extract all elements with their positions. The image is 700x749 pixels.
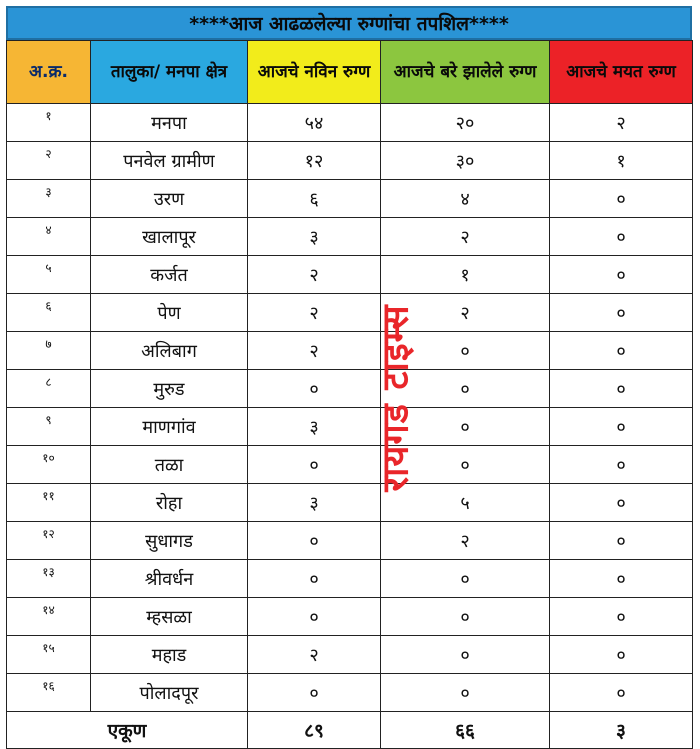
- header-taluka: तालुका/ मनपा क्षेत्र: [91, 41, 248, 104]
- cell-sr: ४: [7, 218, 91, 256]
- patients-table: [6, 40, 693, 749]
- cell-taluka: खालापूर: [91, 218, 248, 256]
- table-row: [7, 256, 693, 294]
- cell-taluka: पेण: [91, 294, 248, 332]
- cell-new: ६: [248, 180, 381, 218]
- table-row: [7, 522, 693, 560]
- header-deaths: आजचे मयत रुग्ण: [550, 41, 693, 104]
- total-recovered: ६६: [381, 712, 550, 749]
- cell-taluka: सुधागड: [91, 522, 248, 560]
- cell-taluka: श्रीवर्धन: [91, 560, 248, 598]
- table-row: [7, 674, 693, 712]
- cell-recovered: ०: [381, 370, 550, 408]
- cell-new: ०: [248, 370, 381, 408]
- table-row: [7, 104, 693, 142]
- cell-taluka: माणगांव: [91, 408, 248, 446]
- table-row: [7, 332, 693, 370]
- cell-deaths: ०: [550, 674, 693, 712]
- cell-taluka: कर्जत: [91, 256, 248, 294]
- cell-recovered: २: [381, 294, 550, 332]
- table-row: [7, 560, 693, 598]
- cell-recovered: १: [381, 256, 550, 294]
- cell-taluka: उरण: [91, 180, 248, 218]
- cell-recovered: ४: [381, 180, 550, 218]
- cell-new: ०: [248, 522, 381, 560]
- total-new: ८९: [248, 712, 381, 749]
- table-title: ****आज आढळलेल्या रुग्णांचा तपशिल****: [6, 6, 692, 40]
- total-deaths: ३: [550, 712, 693, 749]
- cell-recovered: ०: [381, 446, 550, 484]
- cell-deaths: ०: [550, 446, 693, 484]
- cell-recovered: ०: [381, 636, 550, 674]
- cell-taluka: रोहा: [91, 484, 248, 522]
- cell-taluka: पनवेल ग्रामीण: [91, 142, 248, 180]
- cell-new: ०: [248, 560, 381, 598]
- cell-recovered: २०: [381, 104, 550, 142]
- cell-recovered: २: [381, 522, 550, 560]
- cell-sr: ६: [7, 294, 91, 332]
- cell-sr: ११: [7, 484, 91, 522]
- cell-deaths: ०: [550, 636, 693, 674]
- table-row: [7, 484, 693, 522]
- cell-sr: ९: [7, 408, 91, 446]
- cell-new: १२: [248, 142, 381, 180]
- cell-deaths: ०: [550, 408, 693, 446]
- cell-new: ०: [248, 674, 381, 712]
- table-row: [7, 408, 693, 446]
- report-table-container: [6, 6, 692, 749]
- cell-recovered: ३०: [381, 142, 550, 180]
- table-row: [7, 294, 693, 332]
- cell-sr: २: [7, 142, 91, 180]
- cell-deaths: ०: [550, 256, 693, 294]
- cell-taluka: म्हसळा: [91, 598, 248, 636]
- cell-recovered: ०: [381, 598, 550, 636]
- cell-deaths: ०: [550, 218, 693, 256]
- cell-deaths: २: [550, 104, 693, 142]
- cell-taluka: मनपा: [91, 104, 248, 142]
- cell-new: ३: [248, 218, 381, 256]
- cell-sr: १६: [7, 674, 91, 712]
- cell-new: २: [248, 256, 381, 294]
- table-row: [7, 142, 693, 180]
- cell-deaths: ०: [550, 180, 693, 218]
- cell-new: ५४: [248, 104, 381, 142]
- cell-new: ०: [248, 598, 381, 636]
- cell-deaths: ०: [550, 522, 693, 560]
- table-row: [7, 636, 693, 674]
- table-row: [7, 446, 693, 484]
- cell-deaths: ०: [550, 294, 693, 332]
- cell-sr: ५: [7, 256, 91, 294]
- cell-sr: १४: [7, 598, 91, 636]
- cell-recovered: ०: [381, 332, 550, 370]
- cell-deaths: ०: [550, 598, 693, 636]
- cell-sr: ७: [7, 332, 91, 370]
- cell-taluka: तळा: [91, 446, 248, 484]
- cell-recovered: ५: [381, 484, 550, 522]
- cell-deaths: ०: [550, 332, 693, 370]
- cell-sr: १: [7, 104, 91, 142]
- table-row: [7, 598, 693, 636]
- header-sr: अ.क्र.: [7, 41, 91, 104]
- cell-taluka: पोलादपूर: [91, 674, 248, 712]
- cell-sr: ३: [7, 180, 91, 218]
- cell-recovered: ०: [381, 560, 550, 598]
- cell-sr: १३: [7, 560, 91, 598]
- total-label: एकूण: [7, 712, 248, 749]
- header-recovered: आजचे बरे झालेले रुग्ण: [381, 41, 550, 104]
- cell-recovered: ०: [381, 408, 550, 446]
- cell-taluka: महाड: [91, 636, 248, 674]
- cell-sr: ८: [7, 370, 91, 408]
- cell-new: ३: [248, 408, 381, 446]
- cell-sr: १५: [7, 636, 91, 674]
- cell-new: २: [248, 294, 381, 332]
- total-row: [7, 712, 693, 749]
- cell-recovered: २: [381, 218, 550, 256]
- header-row: [7, 41, 693, 104]
- cell-new: ०: [248, 446, 381, 484]
- cell-taluka: मुरुड: [91, 370, 248, 408]
- cell-deaths: ०: [550, 484, 693, 522]
- cell-new: २: [248, 332, 381, 370]
- watermark-text: रायगड टाइम्स: [375, 304, 417, 492]
- table-row: [7, 218, 693, 256]
- table-row: [7, 180, 693, 218]
- cell-taluka: अलिबाग: [91, 332, 248, 370]
- cell-sr: १२: [7, 522, 91, 560]
- cell-new: ३: [248, 484, 381, 522]
- table-row: [7, 370, 693, 408]
- cell-sr: १०: [7, 446, 91, 484]
- cell-deaths: ०: [550, 560, 693, 598]
- cell-deaths: ०: [550, 370, 693, 408]
- header-new: आजचे नविन रुग्ण: [248, 41, 381, 104]
- cell-new: २: [248, 636, 381, 674]
- cell-deaths: १: [550, 142, 693, 180]
- cell-recovered: ०: [381, 674, 550, 712]
